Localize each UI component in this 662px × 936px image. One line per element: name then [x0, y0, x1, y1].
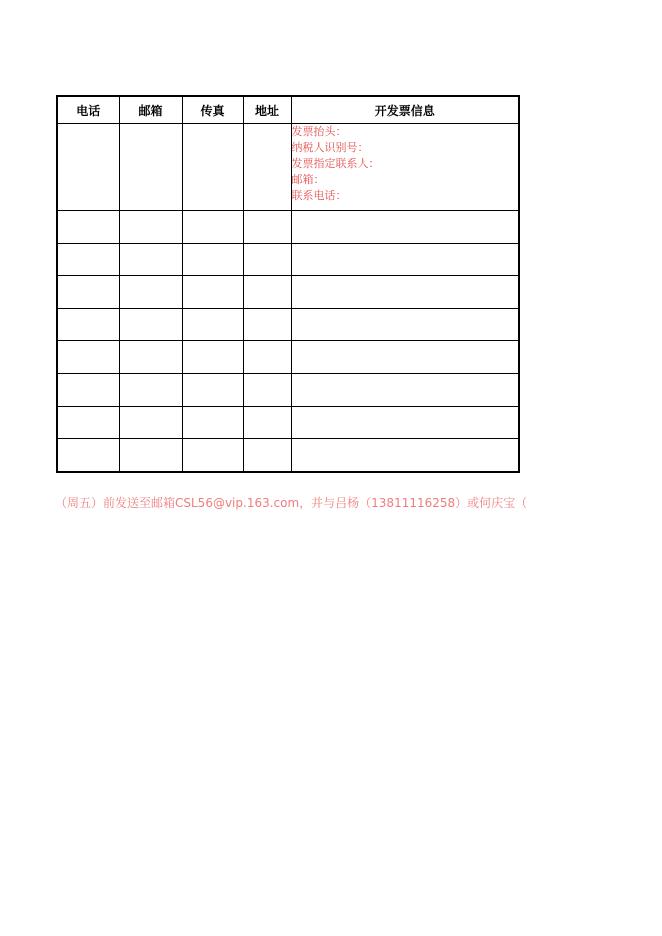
table-cell: [182, 308, 243, 341]
table-cell: [182, 243, 243, 276]
table-cell: [119, 406, 182, 439]
table-cell: [243, 243, 291, 276]
invoice-line-email: 邮箱：: [291, 173, 325, 186]
table-cell: [119, 276, 182, 309]
cell-address: [243, 124, 291, 211]
table-cell: [119, 373, 182, 406]
table-cell: [182, 211, 243, 244]
table-cell: [119, 341, 182, 374]
table-cell: [57, 276, 119, 309]
table-cell: [291, 308, 519, 341]
cell-phone: [57, 124, 119, 211]
table-cell: [243, 211, 291, 244]
table-cell: [119, 211, 182, 244]
table-cell: [243, 276, 291, 309]
table-cell: [182, 341, 243, 374]
table-row: [57, 243, 519, 276]
table-cell: [57, 373, 119, 406]
table-cell: [182, 276, 243, 309]
table-cell: [57, 243, 119, 276]
cell-fax: [182, 124, 243, 211]
table-cell: [243, 439, 291, 472]
table-cell: [291, 373, 519, 406]
table-cell: [243, 406, 291, 439]
table-row: [57, 276, 519, 309]
table-cell: [57, 341, 119, 374]
table-cell: [291, 406, 519, 439]
invoice-line-phone: 联系电话：: [291, 189, 347, 202]
table-cell: [119, 439, 182, 472]
table-cell: [291, 439, 519, 472]
table-row: [57, 439, 519, 472]
header-email: 邮箱: [119, 96, 182, 124]
table-cell: [243, 373, 291, 406]
footnote-text: （周五）前发送至邮箱CSL56@vip.163.com，并与吕杨（13811116258）或何庆宝（: [55, 496, 528, 510]
table-cell: [291, 211, 519, 244]
contact-invoice-table: [56, 95, 520, 473]
table-row-invoice-info: [57, 124, 519, 211]
table-cell: [182, 406, 243, 439]
table-cell: [182, 439, 243, 472]
cell-email: [119, 124, 182, 211]
table-row: [57, 211, 519, 244]
header-fax: 传真: [182, 96, 243, 124]
table-cell: [57, 308, 119, 341]
table-cell: [57, 439, 119, 472]
invoice-line-contact-person: 发票指定联系人：: [291, 157, 380, 170]
header-address: 地址: [243, 96, 291, 124]
table-cell: [119, 243, 182, 276]
invoice-line-taxpayer-id: 纳税人识别号：: [291, 141, 369, 154]
table-cell: [291, 341, 519, 374]
table-row: [57, 308, 519, 341]
table-cell: [243, 341, 291, 374]
table-row: [57, 341, 519, 374]
table-row: [57, 406, 519, 439]
table-row: [57, 373, 519, 406]
invoice-line-title: 发票抬头：: [291, 125, 347, 138]
table-header-row: [57, 96, 519, 124]
table-cell: [291, 276, 519, 309]
header-invoice-info: 开发票信息: [291, 96, 519, 124]
table-cell: [182, 373, 243, 406]
header-phone: 电话: [57, 96, 119, 124]
table-cell: [57, 406, 119, 439]
table-cell: [243, 308, 291, 341]
cell-invoice-info: [291, 124, 519, 211]
table-cell: [57, 211, 119, 244]
table-cell: [119, 308, 182, 341]
table-cell: [291, 243, 519, 276]
